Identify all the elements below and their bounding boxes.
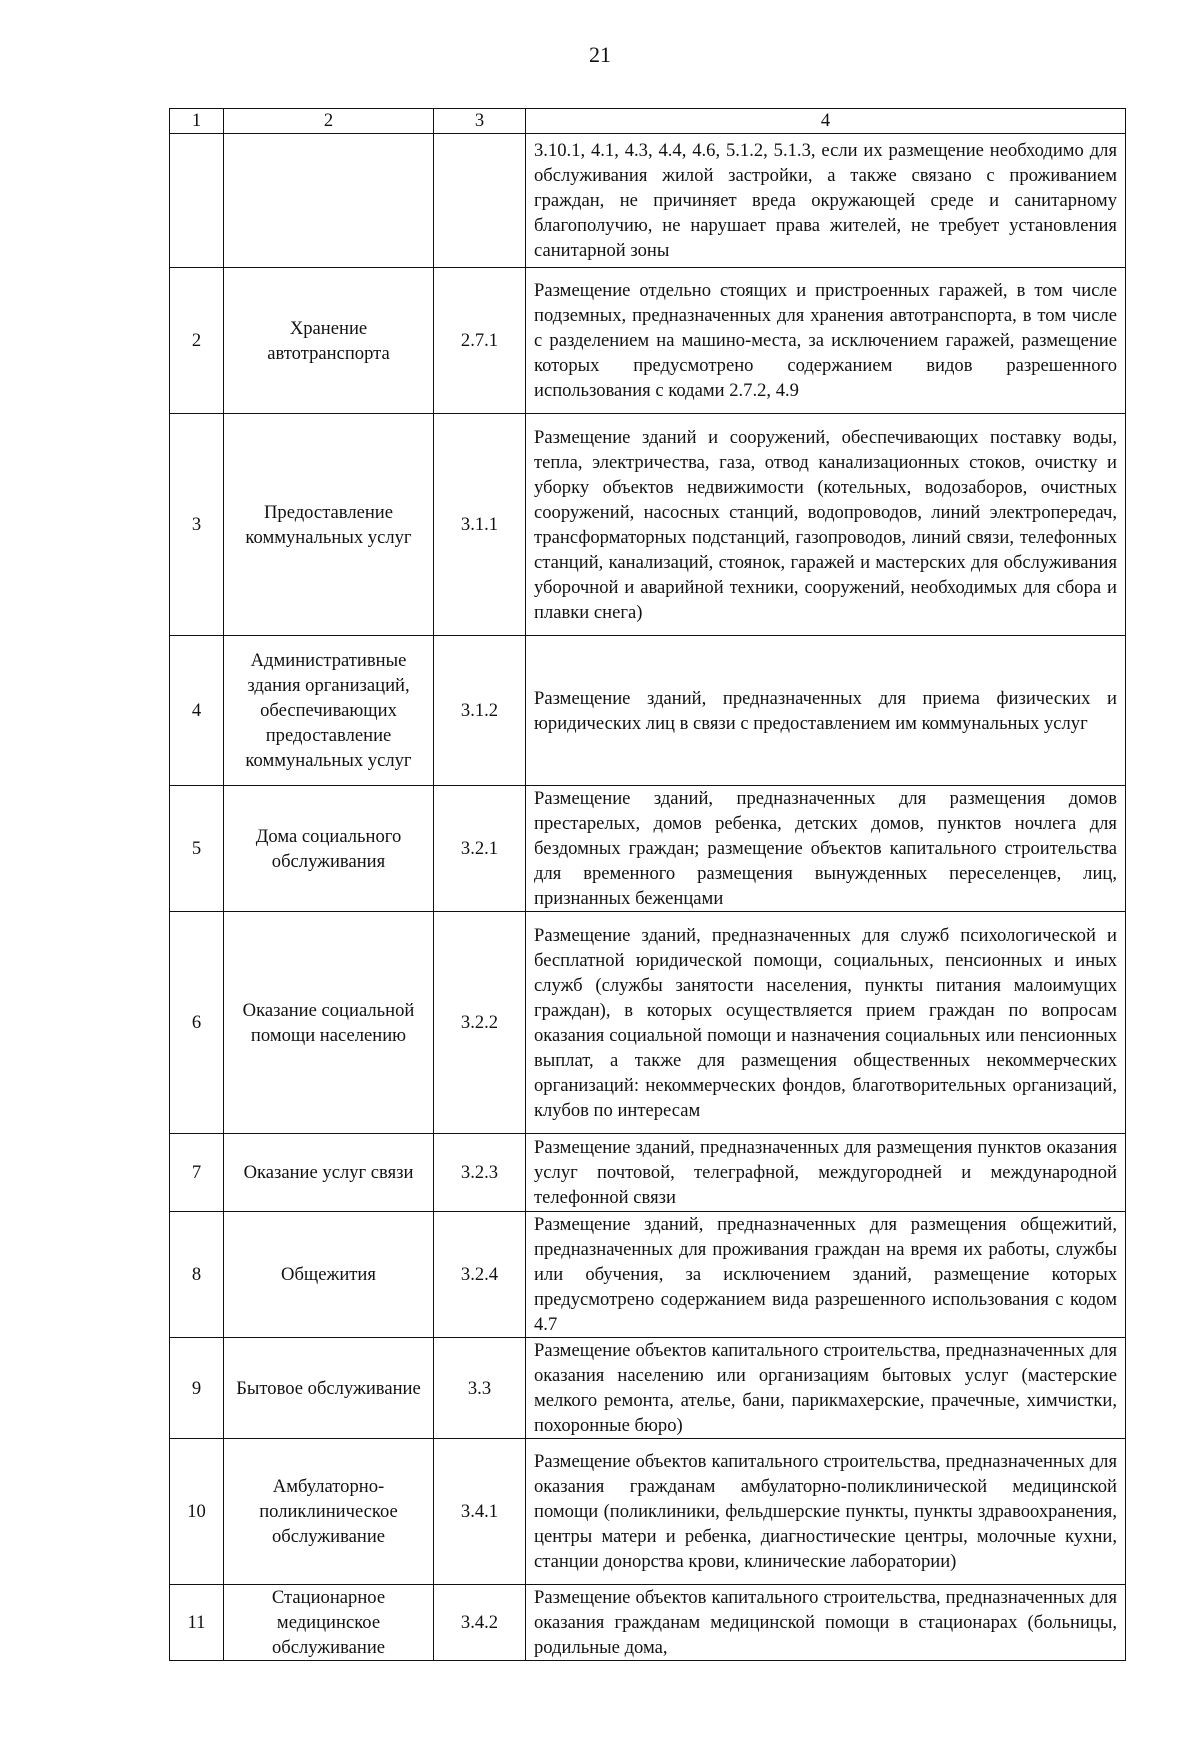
use-type-description: Размещение зданий, предназначенных для размещения общежитий, предназначенных для проживания граждан на время их работы, службы или обучения, за исключением зданий, размещение которых предусмотрено содержанием вида разрешенного использования с кодом 4.7	[526, 1212, 1126, 1338]
use-type-code: 3.3	[434, 1338, 526, 1439]
row-number: 3	[170, 414, 224, 636]
use-type-code: 3.2.3	[434, 1134, 526, 1212]
row-number	[170, 134, 224, 268]
use-type-name: Предоставление коммунальных услуг	[224, 414, 434, 636]
table-row	[170, 1338, 1126, 1439]
use-type-name: Дома социального обслуживания	[224, 786, 434, 912]
use-type-code: 3.1.2	[434, 636, 526, 786]
use-type-name	[224, 134, 434, 268]
row-number: 5	[170, 786, 224, 912]
use-type-name: Хранение автотранспорта	[224, 268, 434, 414]
use-type-name: Оказание социальной помощи населению	[224, 912, 434, 1134]
use-type-description: Размещение объектов капитального строительства, предназначенных для оказания населению или организациям бытовых услуг (мастерские мелкого ремонта, ателье, бани, парикмахерские, прачечные, химчистки, похоронные бюро)	[526, 1338, 1126, 1439]
use-type-code	[434, 134, 526, 268]
use-type-name: Административные здания организаций, обеспечивающих предоставление коммунальных услуг	[224, 636, 434, 786]
page-number: 21	[589, 42, 611, 67]
use-type-name: Амбулаторно-поликлиническое обслуживание	[224, 1439, 434, 1585]
use-type-code: 3.4.1	[434, 1439, 526, 1585]
table-row	[170, 134, 1126, 268]
use-type-code: 3.1.1	[434, 414, 526, 636]
row-number: 10	[170, 1439, 224, 1585]
use-type-description: Размещение отдельно стоящих и пристроенных гаражей, в том числе подземных, предназначенных для хранения автотранспорта, в том числе с разделением на машино-места, за исключением гаражей, размещение которых предусмотрено содержанием видов разрешенного использования с кодами 2.7.2, 4.9	[526, 268, 1126, 414]
table-row	[170, 1134, 1126, 1212]
use-type-description: Размещение объектов капитального строительства, предназначенных для оказания гражданам медицинской помощи в стационарах (больницы, родильные дома,	[526, 1585, 1126, 1661]
use-type-description: Размещение зданий, предназначенных для размещения домов престарелых, домов ребенка, детских домов, пунктов ночлега для бездомных граждан; размещение объектов капитального строительства для временного размещения вынужденных переселенцев, лиц, признанных беженцами	[526, 786, 1126, 912]
use-type-code: 2.7.1	[434, 268, 526, 414]
table-row	[170, 912, 1126, 1134]
use-type-name: Бытовое обслуживание	[224, 1338, 434, 1439]
table-row	[170, 1439, 1126, 1585]
header-col-2: 2	[224, 109, 434, 134]
header-col-1: 1	[170, 109, 224, 134]
table-row	[170, 786, 1126, 912]
table-header-row	[170, 109, 1126, 134]
row-number: 6	[170, 912, 224, 1134]
use-type-name: Оказание услуг связи	[224, 1134, 434, 1212]
use-type-name: Общежития	[224, 1212, 434, 1338]
row-number: 4	[170, 636, 224, 786]
use-type-code: 3.2.1	[434, 786, 526, 912]
table-row	[170, 268, 1126, 414]
use-type-description: Размещение зданий, предназначенных для служб психологической и бесплатной юридической помощи, социальных, пенсионных и иных служб (службы занятости населения, пункты питания малоимущих граждан), в которых осуществляется прием граждан по вопросам оказания социальной помощи и назначения социальных или пенсионных выплат, а также для размещения общественных некоммерческих организаций: некоммерческих фондов, благотворительных организаций, клубов по интересам	[526, 912, 1126, 1134]
table-row	[170, 1585, 1126, 1661]
table-row	[170, 636, 1126, 786]
row-number: 11	[170, 1585, 224, 1661]
row-number: 7	[170, 1134, 224, 1212]
row-number: 8	[170, 1212, 224, 1338]
header-col-4: 4	[526, 109, 1126, 134]
use-type-description: Размещение зданий, предназначенных для размещения пунктов оказания услуг почтовой, телеграфной, междугородней и международной телефонной связи	[526, 1134, 1126, 1212]
land-use-table	[169, 108, 1126, 1661]
header-col-3: 3	[434, 109, 526, 134]
use-type-description: Размещение зданий, предназначенных для приема физических и юридических лиц в связи с предоставлением им коммунальных услуг	[526, 636, 1126, 786]
row-number: 2	[170, 268, 224, 414]
use-type-code: 3.2.4	[434, 1212, 526, 1338]
use-type-description: Размещение объектов капитального строительства, предназначенных для оказания гражданам амбулаторно-поликлинической медицинской помощи (поликлиники, фельдшерские пункты, пункты здравоохранения, центры матери и ребенка, диагностические центры, молочные кухни, станции донорства крови, клинические лаборатории)	[526, 1439, 1126, 1585]
table-row	[170, 414, 1126, 636]
use-type-name: Стационарное медицинское обслуживание	[224, 1585, 434, 1661]
table-row	[170, 1212, 1126, 1338]
use-type-code: 3.4.2	[434, 1585, 526, 1661]
use-type-code: 3.2.2	[434, 912, 526, 1134]
use-type-description: Размещение зданий и сооружений, обеспечивающих поставку воды, тепла, электричества, газа, отвод канализационных стоков, очистку и уборку объектов недвижимости (котельных, водозаборов, очистных сооружений, насосных станций, водопроводов, линий электропередач, трансформаторных подстанций, газопроводов, линий связи, телефонных станций, канализаций, стоянок, гаражей и мастерских для обслуживания уборочной и аварийной техники, сооружений, необходимых для сбора и плавки снега)	[526, 414, 1126, 636]
row-number: 9	[170, 1338, 224, 1439]
use-type-description: 3.10.1, 4.1, 4.3, 4.4, 4.6, 5.1.2, 5.1.3, если их размещение необходимо для обслуживания жилой застройки, а также связано с проживанием граждан, не причиняет вреда окружающей среде и санитарному благополучию, не нарушает права жителей, не требует установления санитарной зоны	[526, 134, 1126, 268]
